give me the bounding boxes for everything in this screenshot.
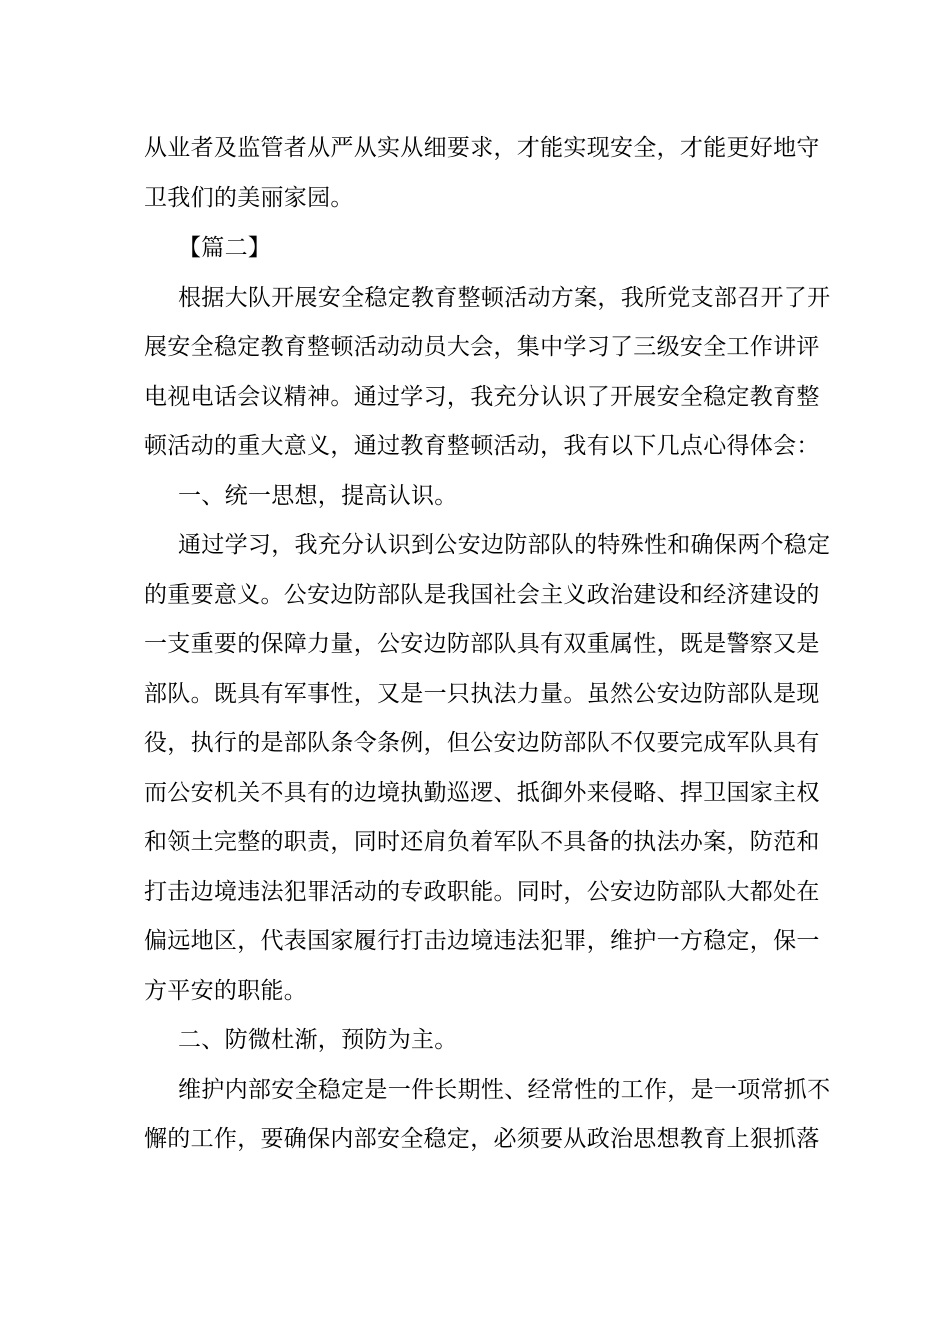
paragraph-intro	[144, 274, 831, 472]
paragraph-point-one	[144, 521, 831, 1016]
text-line: 一支重要的保障力量，公安边防部队具有双重属性，既是警察又是	[144, 631, 820, 657]
subheading-two	[144, 1016, 804, 1066]
text-line: 偏远地区，代表国家履行打击边境违法犯罪，维护一方稳定，保一	[144, 928, 820, 954]
subheading-one	[144, 472, 804, 522]
text-line: 打击边境违法犯罪活动的专政职能。同时，公安边防部队大都处在	[144, 878, 820, 905]
paragraph-continuation	[144, 124, 820, 223]
text-line: 而公安机关不具有的边境执勤巡逻、抵御外来侵略、捍卫国家主权	[144, 779, 820, 806]
text-line: 部队。既具有军事性，又是一只执法力量。虽然公安边防部队是现	[144, 680, 820, 707]
text-line: 电视电话会议精神。通过学习，我充分认识了开展安全稳定教育整	[144, 383, 820, 410]
text-line: 二、防微杜渐，预防为主。	[178, 1027, 458, 1053]
text-line: 维护内部安全稳定是一件长期性、经常性的工作，是一项常抓不	[178, 1076, 831, 1103]
text-line: 和领土完整的职责，同时还肩负着军队不具备的执法办案，防范和	[144, 829, 820, 855]
text-line: 懈的工作，要确保内部安全稳定，必须要从政治思想教育上狠抓落	[144, 1126, 820, 1152]
text-line: 【篇二】	[178, 235, 272, 261]
text-line: 从业者及监管者从严从实从细要求，才能实现安全，才能更好地守	[144, 135, 820, 161]
text-line: 根据大队开展安全稳定教育整顿活动方案，我所党支部召开了开	[178, 284, 831, 311]
text-line: 顿活动的重大意义，通过教育整顿活动，我有以下几点心得体会：	[144, 433, 820, 459]
text-line: 一、统一思想，提高认识。	[178, 482, 458, 509]
text-line: 的重要意义。公安边防部队是我国社会主义政治建设和经济建设的	[144, 581, 820, 608]
text-line: 通过学习，我充分认识到公安边防部队的特殊性和确保两个稳定	[178, 532, 831, 558]
document-body	[144, 124, 831, 1165]
section-heading-part-two	[144, 224, 804, 274]
text-line: 方平安的职能。	[144, 977, 308, 1004]
text-line: 卫我们的美丽家园。	[144, 184, 354, 211]
paragraph-point-two	[144, 1066, 831, 1165]
text-line: 役，执行的是部队条令条例，但公安边防部队不仅要完成军队具有	[144, 730, 820, 756]
text-line: 展安全稳定教育整顿活动动员大会，集中学习了三级安全工作讲评	[144, 334, 820, 360]
